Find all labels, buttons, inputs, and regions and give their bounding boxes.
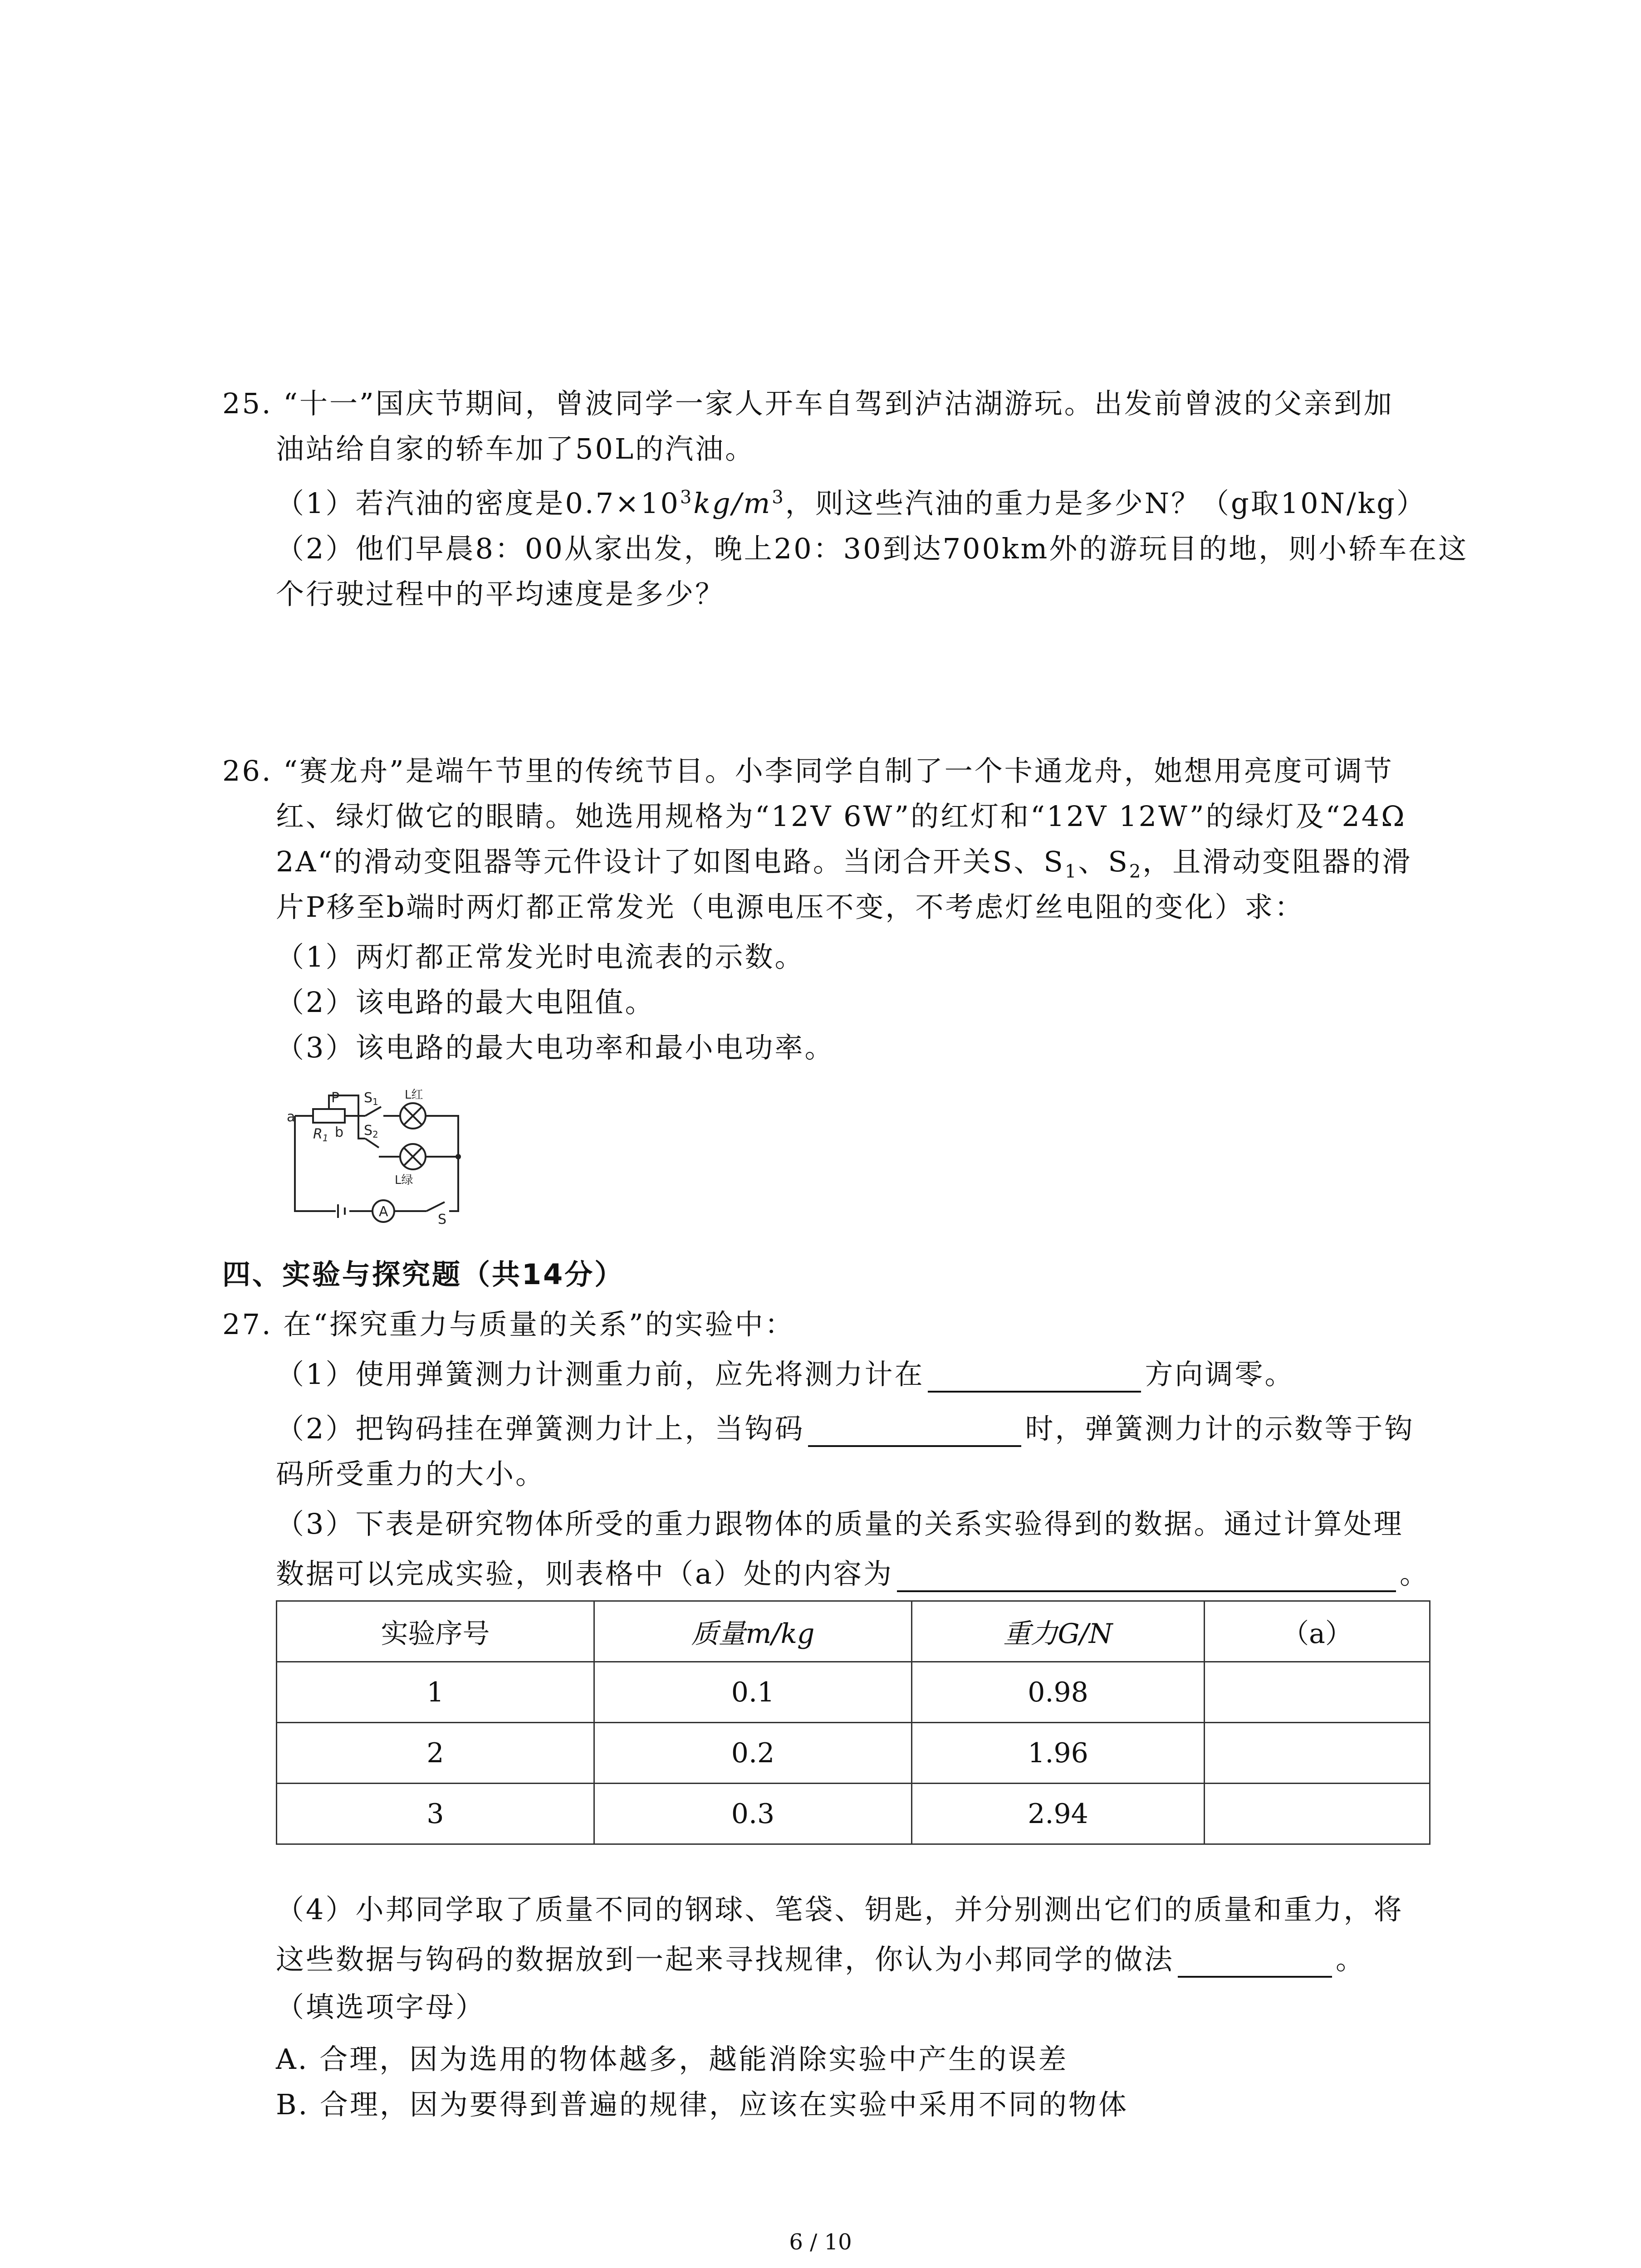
circuit-label-p: P	[331, 1090, 340, 1106]
table-cell: 0.98	[912, 1662, 1205, 1723]
table-cell: 2.94	[912, 1784, 1205, 1844]
q27-sub2-blank[interactable]	[808, 1416, 1021, 1447]
q26-sub2: （2）该电路的最大电阻值。	[276, 986, 655, 1019]
q26-line1: 26. “赛龙舟”是端午节里的传统节目。小李同学自制了一个卡通龙舟，她想用亮度可调节	[222, 754, 1394, 787]
q25-sub1: （1）若汽油的密度是$0.7\times 10^3kg/m^3$，则这些汽油的重力是多少N？（g取10N/kg）	[276, 487, 1426, 520]
q26-line2: 红、绿灯做它的眼睛。她选用规格为“12V 6W”的红灯和“12V 12W”的绿灯及“24Ω	[276, 800, 1406, 833]
q26-line3: 2A“的滑动变阻器等元件设计了如图电路。当闭合开关S、$S_1$、$S_2$，且滑动变阻器的滑	[276, 845, 1412, 882]
switch-s1-blade	[365, 1107, 381, 1116]
table-cell: 1	[277, 1662, 594, 1723]
table-cell: 0.1	[594, 1662, 912, 1723]
circuit-diagram	[286, 1089, 476, 1225]
table-header: 实验序号	[277, 1601, 594, 1662]
table-cell[interactable]	[1205, 1784, 1430, 1844]
circuit-label-r1: $R_1$	[313, 1126, 328, 1144]
q25-line1: 25. “十一”国庆节期间，曾波同学一家人开车自驾到泸沽湖游玩。出发前曾波的父亲到加	[222, 387, 1394, 420]
section-title: 四、实验与探究题（共14分）	[222, 1258, 625, 1291]
q27-sub2: （2）把钩码挂在弹簧测力计上，当钩码 时，弹簧测力计的示数等于钩	[276, 1411, 1414, 1447]
q25-sub2-line2: 个行驶过程中的平均速度是多少？	[276, 577, 725, 611]
circuit-label-ammeter: A	[379, 1204, 388, 1220]
q27-option-b[interactable]: B. 合理，因为要得到普遍的规律，应该在实验中采用不同的物体	[276, 2088, 1128, 2121]
table-cell: 0.2	[594, 1723, 912, 1784]
table-header: 质量m/kg	[594, 1601, 912, 1662]
q26-line4: 片P移至b端时两灯都正常发光（电源电压不变，不考虑灯丝电阻的变化）求：	[276, 890, 1305, 924]
rheostat-body	[313, 1109, 345, 1123]
q27-sub3-line2: 数据可以完成实验，则表格中（a）处的内容为 。	[276, 1556, 1430, 1592]
switch-s-blade	[426, 1202, 445, 1211]
q27-sub4-line1: （4）小邦同学取了质量不同的钢球、笔袋、钥匙，并分别测出它们的质量和重力，将	[276, 1893, 1404, 1926]
q27-sub3-line1: （3）下表是研究物体所受的重力跟物体的质量的关系实验得到的数据。通过计算处理	[276, 1507, 1404, 1540]
table-row	[277, 1784, 1430, 1844]
switch-s2-blade	[365, 1139, 379, 1148]
table-row	[277, 1723, 1430, 1784]
data-table	[276, 1600, 1430, 1845]
table-cell[interactable]	[1205, 1662, 1430, 1723]
page-number: 6 / 10	[789, 2229, 852, 2255]
circuit-label-l-green: L绿	[395, 1173, 413, 1187]
q27-line1: 27. 在“探究重力与质量的关系”的实验中：	[222, 1308, 795, 1341]
table-cell: 2	[277, 1723, 594, 1784]
q27-sub4-line2: 这些数据与钩码的数据放到一起来寻找规律，你认为小邦同学的做法 。	[276, 1941, 1366, 1978]
table-header-row	[277, 1601, 1430, 1662]
circuit-label-b: b	[335, 1124, 344, 1140]
table-cell: 0.3	[594, 1784, 912, 1844]
table-cell: 1.96	[912, 1723, 1205, 1784]
circuit-label-s2: $S_2$	[364, 1123, 378, 1140]
q25-sub2-line1: （2）他们早晨8：00从家出发，晚上20：30到达700km外的游玩目的地，则小轿车在这	[276, 532, 1469, 565]
circuit-label-s1: $S_1$	[364, 1090, 378, 1107]
q27-sub4-blank[interactable]	[1178, 1947, 1332, 1978]
table-cell[interactable]	[1205, 1723, 1430, 1784]
q27-option-a[interactable]: A. 合理，因为选用的物体越多，越能消除实验中产生的误差	[276, 2043, 1068, 2076]
q27-sub3-blank[interactable]	[897, 1561, 1396, 1592]
table-header: （a）	[1205, 1601, 1430, 1662]
table-row	[277, 1662, 1430, 1723]
circuit-wire-right	[449, 1157, 458, 1211]
circuit-label-a: a	[287, 1109, 295, 1125]
q25-line2: 油站给自家的轿车加了50L的汽油。	[276, 432, 755, 465]
q27-sub2-line2: 码所受重力的大小。	[276, 1457, 546, 1491]
circuit-label-s: S	[438, 1212, 447, 1225]
table-cell: 3	[277, 1784, 594, 1844]
table-header: 重力G/N	[912, 1601, 1205, 1662]
q27-sub1-blank[interactable]	[928, 1362, 1141, 1393]
q26-sub1: （1）两灯都正常发光时电流表的示数。	[276, 940, 805, 973]
circuit-label-l-red: L红	[405, 1089, 423, 1102]
q26-sub3: （3）该电路的最大电功率和最小电功率。	[276, 1031, 835, 1064]
q27-sub4-line3: （填选项字母）	[276, 1990, 486, 2024]
q27-sub1: （1）使用弹簧测力计测重力前，应先将测力计在 方向调零。	[276, 1356, 1294, 1393]
